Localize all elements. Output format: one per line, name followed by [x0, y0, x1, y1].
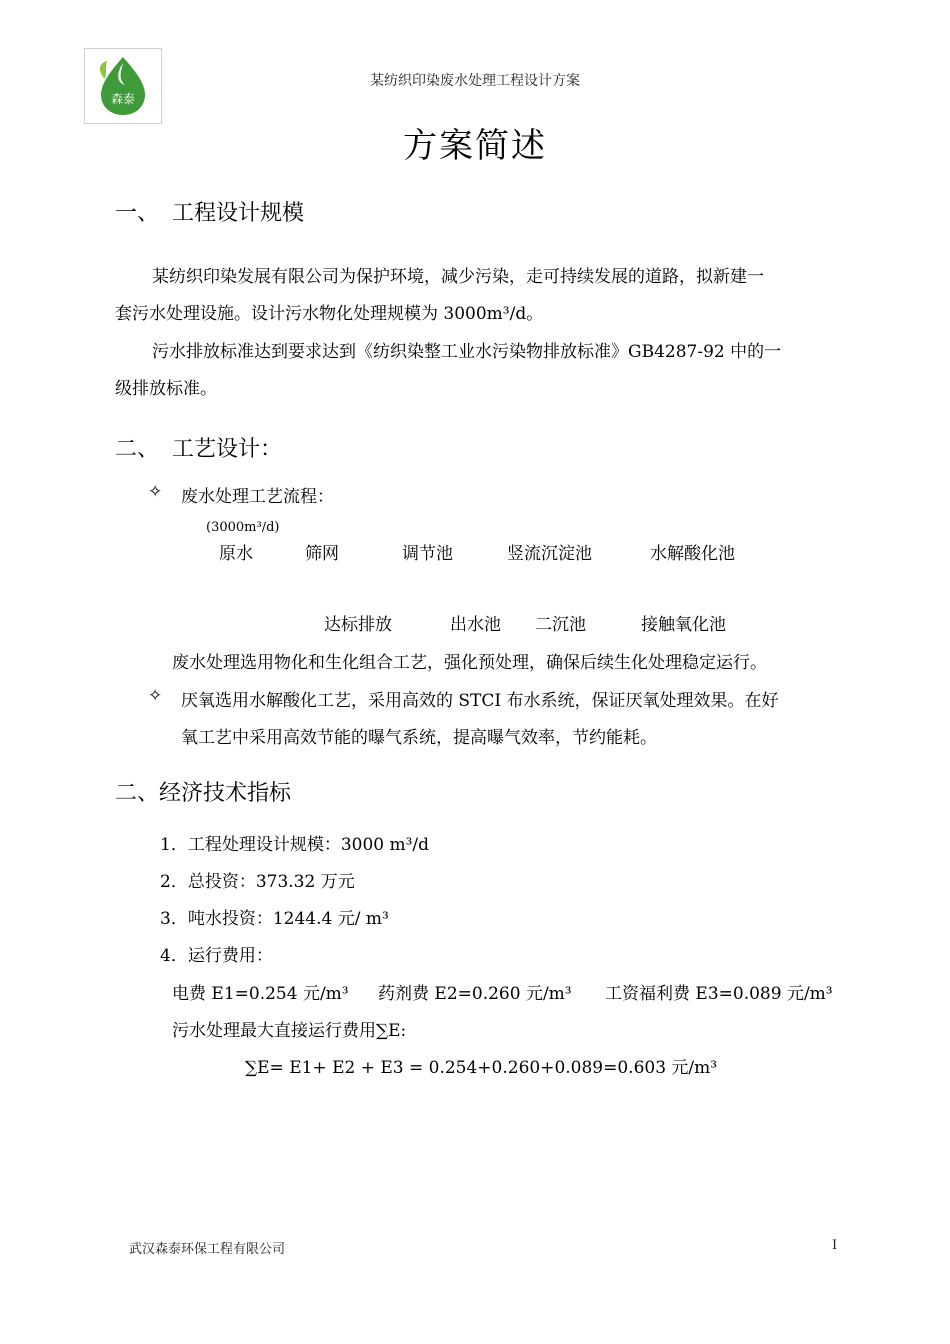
section1-p2-line1: 污水排放标准达到要求达到《纺织染整工业水污染物排放标准》GB4287-92 中的一: [152, 342, 782, 362]
header-title: 某纺织印染废水处理工程设计方案: [370, 73, 580, 89]
total-cost-formula: ∑E= E1+ E2 + E3 = 0.254+0.260+0.089=0.603 元/m³: [245, 1058, 718, 1078]
fee-electricity: 电费 E1=0.254 元/m³: [172, 984, 349, 1004]
flow-step-secondary-settling: 二沉池: [535, 615, 586, 635]
section1-p1-line2: 套污水处理设施。设计污水物化处理规模为 3000m³/d。: [115, 304, 544, 324]
flow-step-regulating-tank: 调节池: [402, 544, 453, 564]
bullet2-line1: 厌氧选用水解酸化工艺，采用高效的 STCI 布水系统，保证厌氧处理效果。在好: [181, 691, 779, 711]
logo-text: 森泰: [110, 92, 136, 106]
bullet2-line2: 氧工艺中采用高效节能的曝气系统，提高曝气效率，节约能耗。: [181, 728, 657, 748]
flow-step-screen: 筛网: [305, 544, 339, 564]
fee-chemicals: 药剂费 E2=0.260 元/m³: [378, 984, 572, 1004]
flow-step-discharge: 达标排放: [324, 615, 392, 635]
section1-p2-line2: 级排放标准。: [115, 379, 217, 399]
flow-step-outlet-tank: 出水池: [450, 615, 501, 635]
section2-title: 工艺设计：: [172, 437, 283, 462]
flow-step-vertical-settling: 竖流沉淀池: [507, 544, 592, 564]
indicator-item: 1．工程处理设计规模：3000 m³/d: [160, 835, 430, 855]
diamond-bullet-icon: ✧: [148, 482, 163, 502]
footer-company: 武汉森泰环保工程有限公司: [129, 1242, 286, 1257]
section1-number: 一、: [115, 201, 160, 226]
bullet1-text: 废水处理工艺流程：: [181, 487, 334, 507]
total-cost-label: 污水处理最大直接运行费用∑E:: [172, 1021, 407, 1041]
indicator-item: 4．运行费用：: [160, 946, 273, 966]
flow-capacity: (3000m³/d): [206, 520, 280, 535]
diamond-bullet-icon: ✧: [148, 686, 163, 706]
indicator-item: 2．总投资：373.32 万元: [160, 872, 355, 892]
indicator-item: 3．吨水投资：1244.4 元/ m³: [160, 909, 389, 929]
section3-title: 二、经济技术指标: [115, 781, 292, 806]
fee-labor: 工资福利费 E3=0.089 元/m³: [605, 984, 833, 1004]
flow-step-raw-water: 原水: [219, 544, 253, 564]
process-description: 废水处理选用物化和生化组合工艺，强化预处理，确保后续生化处理稳定运行。: [172, 653, 767, 673]
flow-step-hydrolysis: 水解酸化池: [650, 544, 735, 564]
section1-p1-line1: 某纺织印染发展有限公司为保护环境，减少污染，走可持续发展的道路，拟新建一: [152, 267, 764, 287]
section1-title: 工程设计规模: [172, 201, 305, 226]
page-number: I: [832, 1238, 838, 1253]
page-title: 方案简述: [403, 126, 547, 166]
section2-number: 二、: [115, 437, 160, 462]
flow-step-contact-oxidation: 接触氧化池: [641, 615, 726, 635]
